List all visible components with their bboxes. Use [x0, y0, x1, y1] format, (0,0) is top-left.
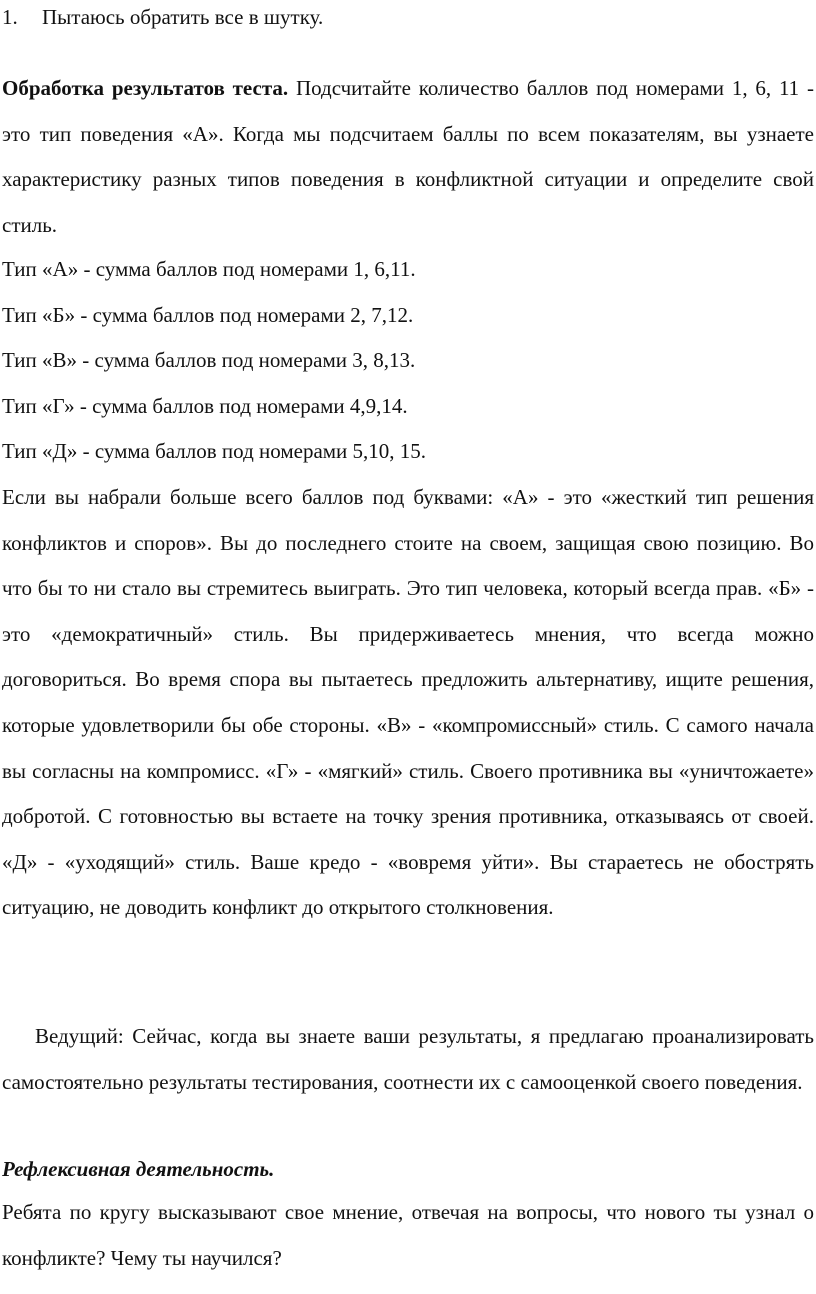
host-speech-paragraph: Ведущий: Сейчас, когда вы знаете ваши результаты, я предлагаю проанализировать самостоятельно результаты тестирования, соотнести их с самооценкой своего поведения.: [2, 1024, 814, 1094]
processing-text: Подсчитайте количество баллов под номерами 1, 6, 11 - это тип поведения «А». Когда мы подсчитаем баллы по всем показателям, вы узнаете характеристику разных типов поведения в конфликтной ситуации и определите свой стиль.: [2, 76, 814, 237]
type-d-line: Тип «Д» - сумма баллов под номерами 5,10, 15.: [2, 439, 427, 463]
type-a-line: Тип «А» - сумма баллов под номерами 1, 6,11.: [2, 257, 416, 281]
reflection-heading: Рефлексивная деятельность.: [2, 1157, 275, 1181]
type-g-line: Тип «Г» - сумма баллов под номерами 4,9,14.: [2, 394, 408, 418]
type-b-line: Тип «Б» - сумма баллов под номерами 2, 7,12.: [2, 303, 414, 327]
processing-paragraph: [2, 66, 814, 248]
type-v-line: Тип «В» - сумма баллов под номерами 3, 8,13.: [2, 348, 416, 372]
list-item-number: 1.: [2, 5, 18, 29]
reflection-paragraph: Ребята по кругу высказывают свое мнение, отвечая на вопросы, что нового ты узнал о конфликте? Чему ты научился?: [2, 1200, 814, 1270]
interpretation-paragraph: Если вы набрали больше всего баллов под буквами: «А» - это «жесткий тип решения конфликтов и споров». Вы до последнего стоите на своем, защищая свою позицию. Во что бы то ни стало вы стремитесь выиграть. Это тип человека, который всегда прав. «Б» - это «демократичный» стиль. Вы придерживаетесь мнения, что всегда можно договориться. Во время спора вы пытаетесь предложить альтернативу, ищите решения, которые удовлетворили бы обе стороны. «В» - «компромиссный» стиль. С самого начала вы согласны на компромисс. «Г» - «мягкий» стиль. Своего противника вы «уничтожаете» добротой. С готовностью вы встаете на точку зрения противника, отказываясь от своей. «Д» - «уходящий» стиль. Ваше кредо - «вовремя уйти». Вы стараетесь не обострять ситуацию, не доводить конфликт до открытого столкновения.: [2, 485, 814, 920]
list-item-text: Пытаюсь обратить все в шутку.: [42, 5, 324, 29]
list-item: [2, 2, 814, 32]
processing-heading: Обработка результатов теста.: [2, 76, 289, 100]
